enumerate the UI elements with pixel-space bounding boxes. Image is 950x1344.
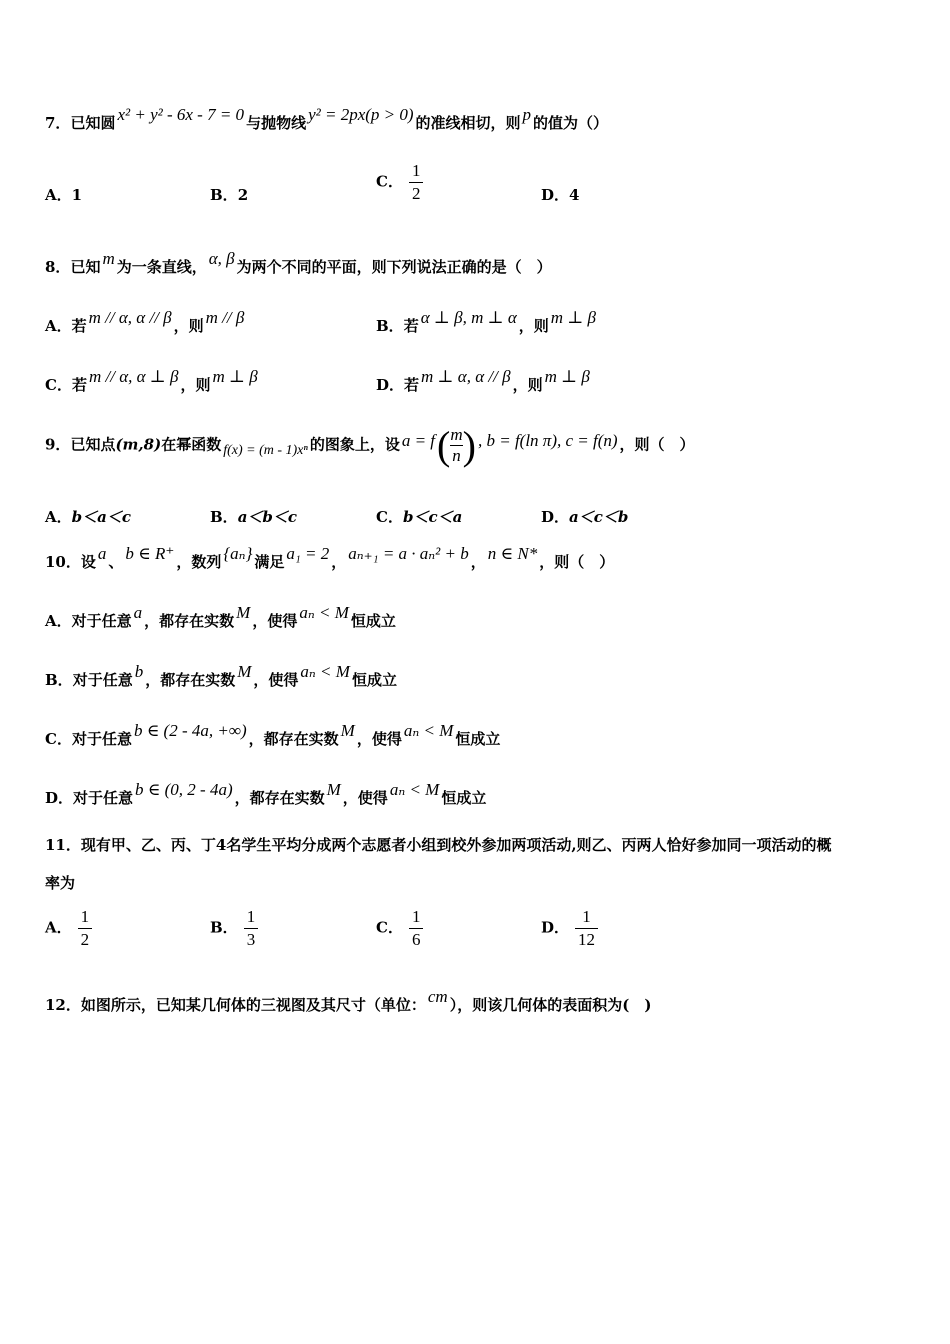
question-11-cont [45,872,75,893]
q8-option-a: A．若 m // α, α // β ，则 m // β [45,308,245,335]
q8-math-planes: α, β [208,249,235,268]
q11-option-c: C． $\frac{1}{6}$ [376,906,423,951]
q7-math-p: p [522,105,532,124]
q11-line-2: 率为 [45,874,76,892]
q7-option-c: C． $\frac{1}{2}$ [376,160,423,205]
question-8: 8．已知 m 为一条直线， α, β 为两个不同的平面，则下列说法正确的是（ ） [45,249,552,276]
q7-text-1: 已知圆 [70,114,116,132]
q12-unit: cm [427,987,448,1006]
question-10: 10．设 a 、 b ∈ R⁺ ，数列 {aₙ} 满足 a₁ = 2 ， aₙ₊₁ = a · aₙ² + b ， n ∈ N* ，则（ ） [45,544,615,571]
q11-option-d: D． $\frac{1}{12}$ [541,906,598,951]
q9-math-power-function: f(x) = (m - 1)xⁿ [223,442,308,458]
question-11: 11．现有甲、乙、丙、丁4名学生平均分成两个志愿者小组到校外参加两项活动,则乙、丙两人恰好参加同一项活动的概 [45,836,832,854]
q11-line-1: 现有甲、乙、丙、丁4名学生平均分成两个志愿者小组到校外参加两项活动,则乙、丙两人恰好参加同一项活动的概 [80,836,832,854]
question-9: 9．已知点(m,8)在幂函数 f(x) = (m - 1)xⁿ 的图象上，设 a = f( $\frac{m}{n}$ ) , b = f(ln π), c = f(n) ，则（ ） [45,423,695,468]
q9-math-bc: , b = f(ln π), c = f(n) [477,430,618,450]
q9-option-c: C．b＜c＜a [376,508,463,526]
q9-math-a: a = f [401,430,436,450]
q11-option-a: A． $\frac{1}{2}$ [45,906,92,951]
q7-text-3: 的准线相切，则 [415,114,521,132]
question-7 [45,105,609,133]
q7-option-b: B．2 [210,186,249,204]
q11-option-b: B． $\frac{1}{3}$ [210,906,258,951]
q7-option-a: A．1 [45,186,83,204]
q7-math-circle: x² + y² - 6x - 7 = 0 [117,105,245,124]
q9-point: (m,8) [115,435,162,454]
q10-option-a: A．对于任意 a ，都存在实数 M ，使得 aₙ < M 恒成立 [45,603,396,630]
q7-number: 7． [45,114,71,132]
q9-option-b: B．a＜b＜c [210,508,298,526]
q7-text-2: 与抛物线 [246,114,307,132]
q8-math-m: m [102,249,115,268]
q10-option-b: B．对于任意 b ，都存在实数 M ，使得 aₙ < M 恒成立 [45,662,397,689]
fraction: $\frac{1}{2}$ [409,160,424,205]
q7-math-parabola: y² = 2px(p > 0) [308,105,414,124]
q10-option-d: D．对于任意 b ∈ (0, 2 - 4a) ，都存在实数 M ，使得 aₙ < M 恒成立 [45,780,487,807]
q9-option-a: A．b＜a＜c [45,508,131,526]
q8-option-c: C．若 m // α, α ⊥ β ，则 m ⊥ β [45,367,258,394]
q9-option-d: D．a＜c＜b [541,508,629,526]
q10-option-c: C．对于任意 b ∈ (2 - 4a, +∞) ，都存在实数 M ，使得 aₙ < M 恒成立 [45,721,501,748]
q8-option-b: B．若 α ⊥ β, m ⊥ α ，则 m ⊥ β [376,308,597,335]
q7-option-d: D．4 [541,186,580,204]
q8-option-d: D．若 m ⊥ α, α // β ，则 m ⊥ β [376,367,590,394]
q9-fraction: $\frac{m}{n}$ [450,425,463,465]
question-12: 12．如图所示，已知某几何体的三视图及其尺寸（单位： cm ），则该几何体的表面积为( ) [45,987,652,1014]
q7-text-4: 的值为（） [533,114,609,132]
